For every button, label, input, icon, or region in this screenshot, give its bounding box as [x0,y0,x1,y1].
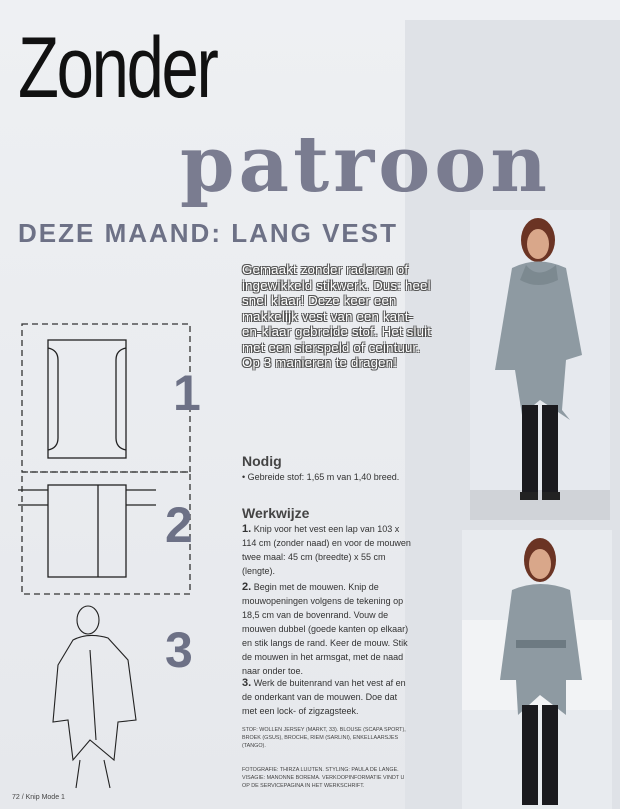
nodig-heading: Nodig [242,453,282,469]
credit-clothing: STOF: WOLLEN JERSEY (MARKT, 33). BLOUSE (SCAPA SPORT), BROEK (GSUS), BROCHE, RIEM (SARLINI), ENKELLAARSJES (TANGO). [242,727,406,749]
step-number-3: 3 [165,622,193,678]
model-photo-illustration-2 [462,530,612,809]
subtitle: DEZE MAAND: LANG VEST [18,218,398,248]
model-photo-illustration-1 [470,210,610,520]
step-number-1: 1 [173,365,201,421]
credit-photo: FOTOGRAFIE: THIRZA LUIJTEN. STYLING: PAULA DE LANGE. VISAGIE: MANONNE BOREMA. VERKOOPINFORMATIE VINDT U OP DE SERVICEPAGINA IN HET WERKSCHRIFT. [242,767,405,789]
werkwijze-heading: Werkwijze [242,505,310,521]
nodig-text: • Gebreide stof: 1,65 m van 1,40 breed. [242,472,400,482]
page-footer: 72 / Knip Mode 1 [12,794,65,801]
werkwijze-step-3 [242,676,412,718]
werkwijze-step-2-text: Begin met de mouwen. Knip de mouwopeningen volgens de tekening op 18,5 cm van de bovenrand. Vouw de mouwen dubbel (goede kanten op elkaar) en stik langs de rand. Keer de mouw. Stik de mouwen in het armsgat, met de naad naar onder toe. [242,582,409,676]
werkwijze-step-1-number: 1. [242,523,252,535]
step-number-2: 2 [165,497,193,553]
model-photo-top [470,210,610,520]
title-line-1: Zonder [18,20,217,116]
werkwijze-step-3-text: Werk de buitenrand van het vest af en de onderkant van de mouwen. Doe dat met een lock- of zigzagsteek. [242,678,406,716]
intro-text: Gemaakt zonder raderen of ingewikkeld stikwerk. Dus: heel snel klaar! Deze keer een makkelijk vest van een kant-en-klaar gebreide stof. Het sluit met een sierspeld of ceintuur. Op 3 manieren te dragen! [242,262,432,370]
werkwijze-step-1 [242,522,412,578]
werkwijze-step-1-text: Knip voor het vest een lap van 103 x 114 cm (zonder naad) en voor de mouwen twee maal: 45 cm (breedte) x 55 cm (lengte). [242,524,411,576]
model-photo-bottom [462,530,612,809]
werkwijze-step-3-number: 3. [242,677,252,689]
title-line-2: patroon [180,119,551,210]
werkwijze-step-2-number: 2. [242,581,252,593]
werkwijze-step-2 [242,580,412,678]
